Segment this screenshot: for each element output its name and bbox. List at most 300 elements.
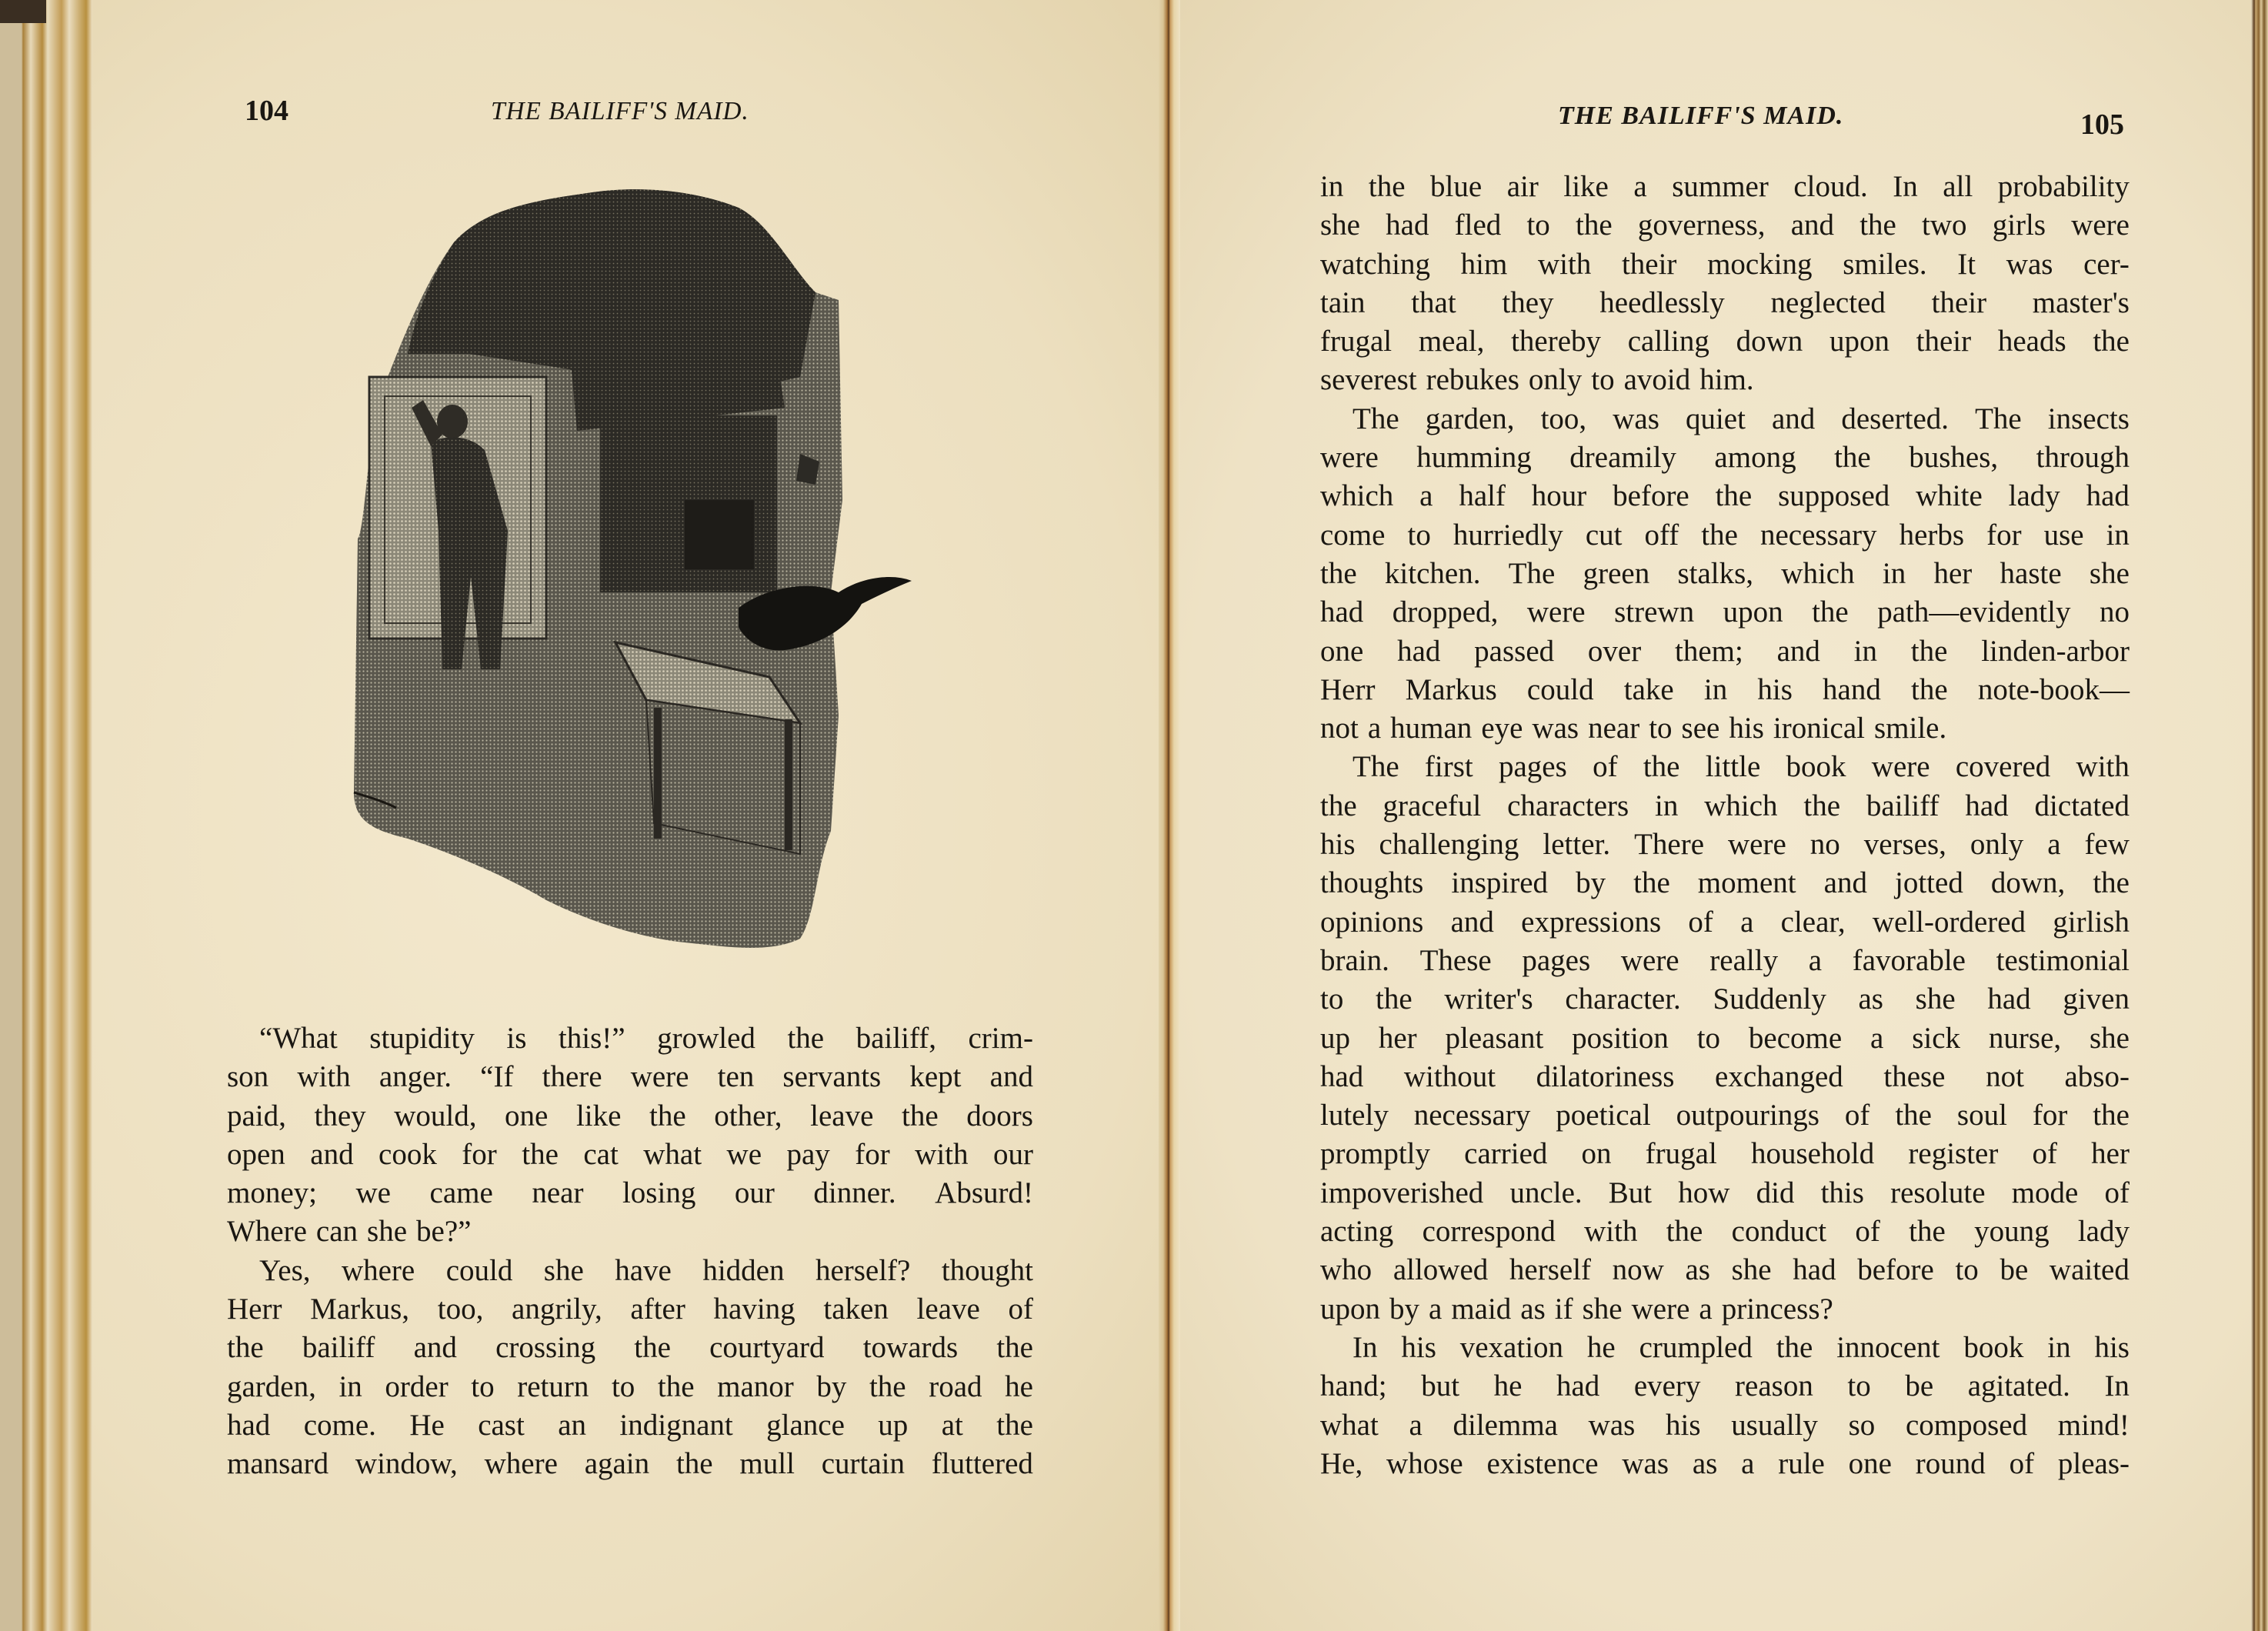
text-line [1320,826,2130,864]
word: princess? [1721,1292,1833,1326]
word: through [2036,441,2130,475]
word: in [1703,672,1728,706]
word: the [522,1137,559,1171]
text-line [1320,1174,2130,1212]
word: be?” [416,1215,472,1249]
word: was [1613,402,1659,435]
word: their [1621,247,1677,281]
word: no [2099,595,2130,629]
text-line [1320,1329,2130,1367]
word: the [634,1331,671,1365]
word: In [2104,1369,2130,1403]
word: garden, [1425,402,1515,435]
word: they [1502,285,1554,319]
word: would, [394,1099,477,1132]
word: composed [1905,1408,2028,1442]
word: bushes, [1909,441,1999,475]
word: “What [259,1022,338,1055]
word: the [1320,789,1357,822]
word: losing [622,1176,696,1210]
text-line [1320,1367,2130,1406]
word: resolute [1890,1176,1986,1209]
word: governess, [1637,208,1766,242]
word: were [1631,1292,1690,1326]
word: with [1537,247,1592,281]
word: necessary [1759,518,1877,552]
word: the [1701,518,1738,552]
word: be [1905,1369,1934,1403]
word: was [1532,712,1579,745]
word: son [227,1060,269,1094]
word: girls [1992,208,2046,242]
word: were [1871,750,1930,784]
text-line [1320,864,2130,902]
word: was [1588,1408,1636,1442]
word: of [1688,905,1713,939]
word: had [1556,1369,1600,1403]
word: fluttered [931,1447,1033,1481]
word: come. [303,1408,376,1442]
word: were [1620,943,1679,977]
word: thoughts [1320,866,1424,900]
word: not [1986,1059,2024,1093]
word: strewn [1614,595,1695,629]
word: lutely [1320,1099,1389,1132]
word: her [1378,1021,1417,1055]
word: money; [227,1176,317,1210]
word: note-book— [1977,672,2130,706]
word: avoid [1623,363,1691,397]
word: he [1586,1330,1616,1364]
word: graceful [1382,789,1482,822]
text-line [1320,439,2130,477]
word: pages [1499,750,1567,784]
word: allowed [1392,1253,1489,1287]
word: off [1644,518,1679,552]
word: like [1563,170,1609,203]
word: mansard [227,1447,329,1481]
word: to [1696,1021,1721,1055]
word: correspond [1422,1215,1556,1249]
word: cast [478,1408,525,1442]
word: the [1666,1215,1703,1249]
word: with [915,1137,969,1171]
word: a [1367,712,1382,745]
word: pages [1522,943,1591,977]
word: had [1965,789,2009,822]
word: necessary [1413,1099,1531,1132]
word: green [1583,556,1650,590]
word: the [996,1331,1033,1365]
word: as [1520,1292,1546,1326]
word: did [1756,1176,1795,1209]
word: a [1808,943,1823,977]
word: brain. [1320,943,1389,977]
word: her [2091,1137,2130,1171]
text-line [1320,1058,2130,1096]
word: agitated. [1967,1369,2070,1403]
word: verses, [1863,828,1946,862]
word: by [1576,866,1606,900]
word: without [1403,1059,1496,1093]
word: There [1634,828,1705,862]
word: leave [916,1292,980,1326]
word: the [1910,634,1948,668]
word: one [1320,634,1364,668]
word: half [1459,479,1506,513]
text-line [1320,1135,2130,1173]
right-running-head: THE BAILIFF'S MAID. [1558,102,1844,130]
word: can [315,1215,359,1249]
word: a [1419,479,1433,513]
word: passed [1474,634,1555,668]
word: the [1895,1099,1932,1132]
word: before [1857,1253,1934,1287]
word: with [1584,1215,1638,1249]
word: sick [1912,1021,1961,1055]
text-line [1320,168,2130,206]
word: road [929,1369,982,1403]
word: only [1969,828,2024,862]
word: heads [1997,325,2066,359]
word: frugal [1645,1137,1717,1171]
word: pleasant [1445,1021,1544,1055]
word: indignant [619,1408,733,1442]
word: cut [1585,518,1623,552]
word: to [1955,1253,1979,1287]
word: courtyard [709,1331,825,1365]
word: outpourings [1676,1099,1819,1132]
word: The [1975,402,2022,435]
word: in [1655,789,1679,822]
word: watching [1320,247,1430,281]
word: her [1933,556,1973,590]
text-line [1320,245,2130,284]
word: promptly [1320,1137,1430,1171]
word: dilemma [1453,1408,1558,1442]
word: The [1352,402,1399,435]
word: to [1649,712,1673,745]
word: were [1727,828,1786,862]
word: severest [1320,363,1417,397]
word: whose [1386,1446,1463,1480]
word: who [1320,1253,1372,1287]
word: his [1401,1330,1436,1364]
word: hidden [702,1253,785,1287]
word: a [2047,828,2061,862]
word: smiles. [1843,247,1927,281]
word: them; [1674,634,1743,668]
word: air [1506,170,1539,203]
word: only [1528,363,1583,397]
word: window, [355,1447,458,1481]
word: conduct [1731,1215,1827,1249]
word: dropped, [1392,595,1499,629]
word: had [1397,634,1441,668]
text-line [1320,555,2130,593]
word: crim- [968,1022,1033,1055]
word: a [1633,170,1647,203]
word: poetical [1556,1099,1651,1132]
left-page-body [227,1019,1033,1484]
word: Herr [1320,672,1376,706]
text-line [1320,709,2130,748]
word: she [1582,1292,1623,1326]
text-line [1320,980,2130,1019]
word: one [1848,1446,1892,1480]
word: could [1526,672,1594,706]
word: to [471,1369,495,1403]
word: by [1389,1292,1419,1326]
word: after [630,1292,685,1326]
word: exchanged [1715,1059,1843,1093]
word: stalks, [1677,556,1754,590]
word: thought [941,1253,1033,1287]
word: he [1005,1369,1033,1403]
word: book [1963,1330,2024,1364]
word: characters [1507,789,1629,822]
word: deserted. [1841,402,1949,435]
word: letter. [1543,828,1611,862]
word: herbs [1899,518,1965,552]
text-line [1320,593,2130,632]
word: probability [1997,170,2130,203]
word: the [1575,208,1613,242]
word: testimonial [1996,943,2130,977]
word: herself [1509,1253,1592,1287]
word: a [1740,905,1754,939]
text-line [227,1097,1033,1136]
word: he [1493,1369,1523,1403]
word: the [996,1408,1033,1442]
word: dilatoriness [1536,1059,1675,1093]
text-line [1320,1212,2130,1251]
word: return [517,1369,589,1403]
word: a [1699,1292,1713,1326]
word: one [505,1099,549,1132]
word: she [543,1253,584,1287]
word: meal, [1418,325,1485,359]
word: become [1748,1021,1843,1055]
word: the [675,1447,713,1481]
word: which [1320,479,1394,513]
word: few [2084,828,2130,862]
word: abso- [2064,1059,2130,1093]
word: and [413,1331,457,1365]
word: was [1622,1446,1669,1480]
word: of [2009,1446,2035,1480]
word: Markus [1405,672,1497,706]
word: dinner. [813,1176,896,1210]
word: over [1587,634,1642,668]
word: eye [1481,712,1523,745]
word: the [1803,789,1841,822]
word: reason [1735,1369,1813,1403]
text-line [1320,477,2130,515]
word: down, [1990,866,2066,900]
word: rebukes [1426,363,1519,397]
word: in [2106,518,2130,552]
word: that [1411,285,1456,319]
word: by [816,1369,847,1403]
text-line [1320,671,2130,709]
word: and [1771,402,1816,435]
left-page-number: 104 [245,95,289,127]
word: anger. [379,1060,452,1094]
word: this!” [558,1022,625,1055]
word: every [1633,1369,1701,1403]
word: of [1855,1215,1880,1249]
word: the [649,1099,686,1132]
word: upon [1320,1292,1380,1326]
text-line [227,1329,1033,1367]
word: uncle. [1509,1176,1583,1209]
text-line [227,1368,1033,1406]
word: Suddenly [1713,982,1826,1016]
word: cer- [2083,247,2130,281]
word: which [1781,556,1855,590]
text-line [227,1252,1033,1290]
word: fled [1454,208,1502,242]
text-line [1320,1290,2130,1329]
word: a [1741,1446,1755,1480]
word: a [1409,1408,1423,1442]
word: tain [1320,285,1366,319]
word: nurse, [1988,1021,2062,1055]
word: two [1922,208,1967,242]
word: how [1678,1176,1730,1209]
word: the [787,1022,825,1055]
word: the [1834,441,1871,475]
text-line [227,1019,1033,1058]
text-line [227,1174,1033,1212]
word: she [1731,1253,1772,1287]
page-block-edges-left [0,0,92,1631]
text-line [227,1136,1033,1174]
text-line [227,1212,1033,1251]
text-line [1320,206,2130,245]
word: the [657,1369,695,1403]
word: challenging [1379,828,1519,862]
word: the [901,1099,939,1132]
word: having [713,1292,795,1326]
word: well-ordered [1872,905,2026,939]
word: These [1419,943,1492,977]
word: innocent [1836,1330,1940,1364]
word: towards [862,1331,959,1365]
word: his [1729,712,1764,745]
text-line [1320,903,2130,942]
word: and [1450,905,1494,939]
word: up [1320,1021,1350,1055]
word: ironical [1773,712,1865,745]
word: garden, [227,1369,316,1403]
word: Yes, [259,1253,311,1287]
word: be [2000,1253,2029,1287]
word: of [1844,1099,1870,1132]
text-line [1320,1406,2130,1445]
text-line [1320,400,2130,439]
word: lady [2008,479,2060,513]
word: writer's [1444,982,1533,1016]
word: acting [1320,1215,1394,1249]
word: their [1916,325,1972,359]
word: frugal [1320,325,1392,359]
word: lady [2077,1215,2130,1249]
word: In [1893,170,1918,203]
text-line [227,1445,1033,1483]
word: order [385,1369,449,1403]
word: dreamily [1569,441,1676,475]
word: character. [1565,982,1681,1016]
word: and [310,1137,354,1171]
word: the [1633,866,1670,900]
word: rule [1778,1446,1825,1480]
word: the [1812,595,1849,629]
word: had [1386,208,1429,242]
word: and [1823,866,1867,900]
word: white [1916,479,1983,513]
word: as [1685,1253,1710,1287]
word: too, [1540,402,1587,435]
text-line [1320,942,2130,980]
word: doors [966,1099,1033,1132]
word: were [1320,441,1379,475]
text-line [1320,361,2130,399]
word: so [1848,1408,1876,1442]
word: the [2093,866,2130,900]
word: bailiff, [856,1022,936,1055]
word: But [1608,1176,1653,1209]
text-line [1320,748,2130,786]
word: what [1320,1408,1379,1442]
word: in [1853,634,1877,668]
word: at [941,1408,963,1442]
word: the [227,1331,264,1365]
word: which [1704,789,1778,822]
right-page-number: 105 [2080,108,2124,141]
word: hurriedly [1453,518,1563,552]
word: hand [1823,672,1881,706]
word: the [1320,556,1357,590]
word: to [1847,1369,1871,1403]
word: had [1793,1253,1836,1287]
word: Herr [227,1292,282,1326]
word: with [2076,750,2130,784]
word: no [1809,828,1840,862]
word: she [367,1215,408,1249]
word: for [855,1137,890,1171]
word: she [2090,1021,2130,1055]
word: mocking [1707,247,1813,281]
word: Absurd! [935,1176,1033,1210]
word: The [1352,750,1399,784]
word: hour [1531,479,1587,513]
word: growled [657,1022,755,1055]
word: his [1666,1408,1701,1442]
word: expressions [1521,905,1662,939]
word: It [1957,247,1976,281]
text-line [1320,632,2130,671]
word: in [2047,1330,2071,1364]
word: like [575,1099,622,1132]
text-line [227,1290,1033,1329]
word: blue [1430,170,1483,203]
word: the [2093,325,2130,359]
word: summer [1672,170,1769,203]
word: these [1883,1059,1946,1093]
word: we [355,1176,391,1210]
